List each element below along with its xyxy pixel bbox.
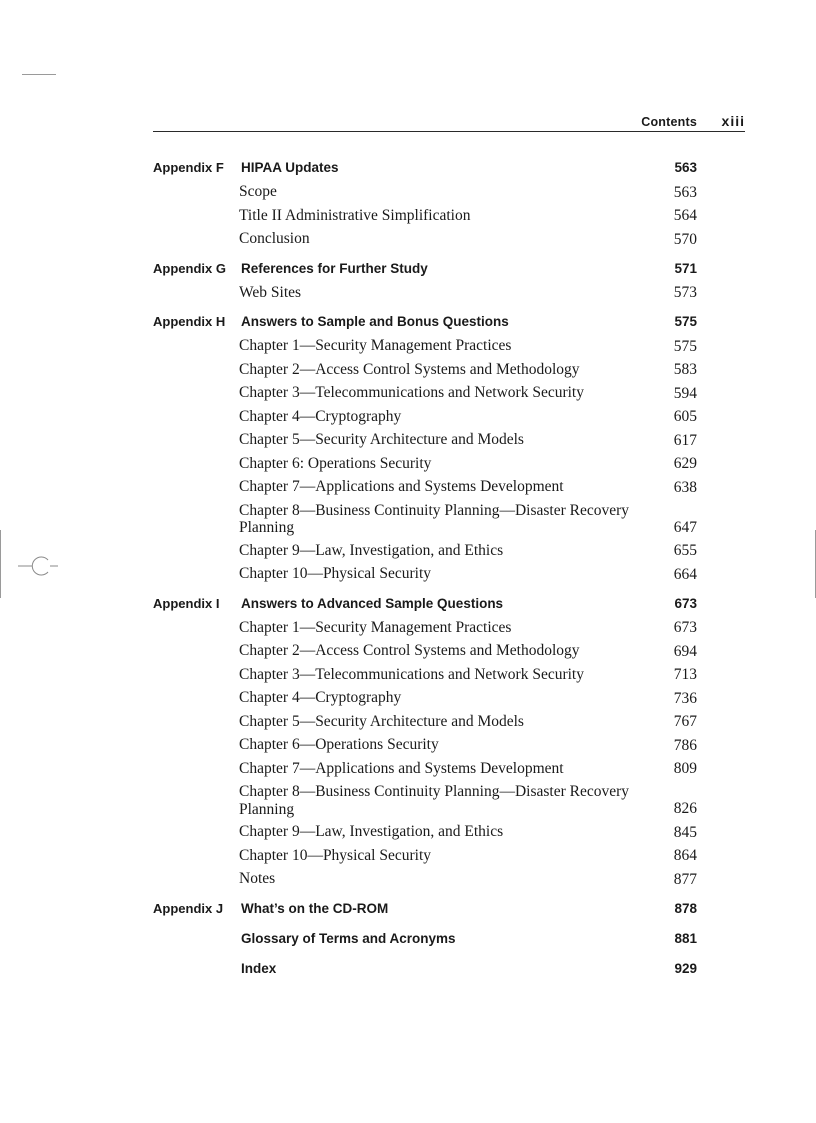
toc-entry <box>153 500 697 540</box>
toc-entry <box>153 181 697 205</box>
toc-entry <box>153 664 697 688</box>
entry-page-number: 713 <box>673 666 697 683</box>
entry-page-number: 664 <box>673 565 697 583</box>
toc-entry <box>153 359 697 383</box>
toc-entry <box>153 687 697 711</box>
entry-page-number: 655 <box>673 542 697 559</box>
section-title: Glossary of Terms and Acronyms <box>241 930 456 946</box>
table-of-contents <box>153 158 697 989</box>
entry-title: Conclusion <box>239 230 310 247</box>
toc-entry <box>153 563 697 587</box>
entry-title: Chapter 9—Law, Investigation, and Ethics <box>239 541 504 559</box>
toc-entry <box>153 476 697 500</box>
section-page-number: 881 <box>674 930 697 946</box>
section-heading <box>153 312 697 335</box>
entry-page-number: 594 <box>673 384 697 402</box>
entry-page-number: 736 <box>673 689 697 707</box>
entry-page-number: 564 <box>673 207 697 224</box>
entry-page-number: 826 <box>673 800 697 817</box>
entry-title: Chapter 4—Cryptography <box>239 689 402 706</box>
entry-title: Chapter 5—Security Architecture and Models <box>239 712 524 730</box>
section-page-number: 929 <box>674 960 697 976</box>
section-heading <box>153 959 697 982</box>
section-heading <box>153 158 697 181</box>
registration-mark-icon <box>14 555 60 577</box>
entry-page-number: 605 <box>673 408 697 425</box>
entry-page-number: 767 <box>673 713 697 730</box>
section-title: Answers to Sample and Bonus Questions <box>241 314 509 329</box>
section-title: What’s on the CD-ROM <box>241 900 389 916</box>
toc-entry <box>153 429 697 453</box>
entry-page-number: 845 <box>673 823 697 841</box>
header-page-number: xiii <box>721 113 745 129</box>
toc-entry <box>153 734 697 758</box>
entry-title: Chapter 8—Business Continuity Planning—Disaster Recovery Planning <box>239 501 630 536</box>
entry-page-number: 583 <box>673 361 697 378</box>
entry-title: Chapter 8—Business Continuity Planning—Disaster Recovery Planning <box>239 783 630 818</box>
section-page-number: 571 <box>674 260 697 276</box>
toc-entry <box>153 845 697 869</box>
section-page-number: 878 <box>674 900 697 916</box>
entry-page-number: 570 <box>673 230 697 248</box>
entry-page-number: 864 <box>673 847 697 864</box>
section-heading <box>153 594 697 617</box>
entry-title: Web Sites <box>239 283 302 301</box>
entry-page-number: 617 <box>673 431 697 449</box>
toc-entry <box>153 335 697 359</box>
appendix-label: Appendix F <box>153 160 224 175</box>
section-page-number: 563 <box>674 160 697 175</box>
entry-page-number: 647 <box>673 518 697 536</box>
appendix-label: Appendix I <box>153 595 220 611</box>
entry-page-number: 673 <box>673 619 697 636</box>
entry-title: Chapter 6: Operations Security <box>239 454 432 472</box>
entry-page-number: 629 <box>673 455 697 472</box>
toc-section <box>153 899 697 922</box>
entry-title: Chapter 2—Access Control Systems and Methodology <box>239 360 580 378</box>
entry-title: Chapter 6—Operations Security <box>239 736 439 753</box>
toc-entry <box>153 868 697 892</box>
section-heading <box>153 899 697 922</box>
entry-page-number: 563 <box>673 183 697 201</box>
entry-page-number: 786 <box>673 736 697 754</box>
entry-title: Chapter 2—Access Control Systems and Methodology <box>239 642 580 659</box>
section-heading <box>153 259 697 282</box>
entry-title: Chapter 3—Telecommunications and Network Security <box>239 665 584 683</box>
entry-title: Chapter 5—Security Architecture and Models <box>239 431 524 448</box>
running-header <box>153 112 745 132</box>
toc-entry <box>153 406 697 430</box>
entry-title: Chapter 10—Physical Security <box>239 846 431 864</box>
entry-title: Chapter 7—Applications and Systems Development <box>239 478 564 495</box>
entry-title: Chapter 3—Telecommunications and Network Security <box>239 384 584 401</box>
toc-entry <box>153 640 697 664</box>
section-title: References for Further Study <box>241 260 428 276</box>
section-page-number: 673 <box>674 595 697 611</box>
toc-entry <box>153 711 697 735</box>
entry-title: Notes <box>239 870 276 887</box>
toc-entry <box>153 282 697 306</box>
toc-section <box>153 312 697 587</box>
toc-entry <box>153 382 697 406</box>
toc-section <box>153 259 697 306</box>
entry-page-number: 575 <box>673 337 697 355</box>
toc-section <box>153 929 697 952</box>
entry-title: Chapter 4—Cryptography <box>239 407 402 425</box>
section-heading <box>153 929 697 952</box>
entry-title: Scope <box>239 183 277 200</box>
appendix-label: Appendix G <box>153 260 226 276</box>
entry-title: Chapter 1—Security Management Practices <box>239 337 512 354</box>
toc-entry <box>153 758 697 782</box>
entry-title: Chapter 10—Physical Security <box>239 565 431 582</box>
crop-mark-top-left <box>22 74 56 75</box>
toc-section <box>153 959 697 982</box>
toc-entry <box>153 540 697 564</box>
toc-entry <box>153 821 697 845</box>
toc-section <box>153 158 697 252</box>
toc-entry <box>153 617 697 641</box>
section-title: HIPAA Updates <box>241 160 339 175</box>
appendix-label: Appendix J <box>153 900 224 916</box>
entry-title: Chapter 7—Applications and Systems Development <box>239 759 564 777</box>
section-page-number: 575 <box>674 314 697 329</box>
section-title: Index <box>241 960 277 976</box>
appendix-label: Appendix H <box>153 314 226 329</box>
section-title: Answers to Advanced Sample Questions <box>241 595 504 611</box>
entry-title: Title II Administrative Simplification <box>239 206 471 224</box>
toc-entry <box>153 205 697 229</box>
entry-title: Chapter 1—Security Management Practices <box>239 618 512 636</box>
toc-section <box>153 594 697 892</box>
entry-page-number: 809 <box>673 760 697 777</box>
entry-page-number: 638 <box>673 478 697 496</box>
toc-entry <box>153 228 697 252</box>
entry-page-number: 877 <box>673 870 697 888</box>
entry-page-number: 573 <box>673 284 697 301</box>
entry-title: Chapter 9—Law, Investigation, and Ethics <box>239 823 504 840</box>
entry-page-number: 694 <box>673 642 697 660</box>
header-label: Contents <box>641 115 697 129</box>
crop-mark-left-edge <box>0 530 1 598</box>
toc-entry <box>153 453 697 477</box>
toc-entry <box>153 781 697 821</box>
